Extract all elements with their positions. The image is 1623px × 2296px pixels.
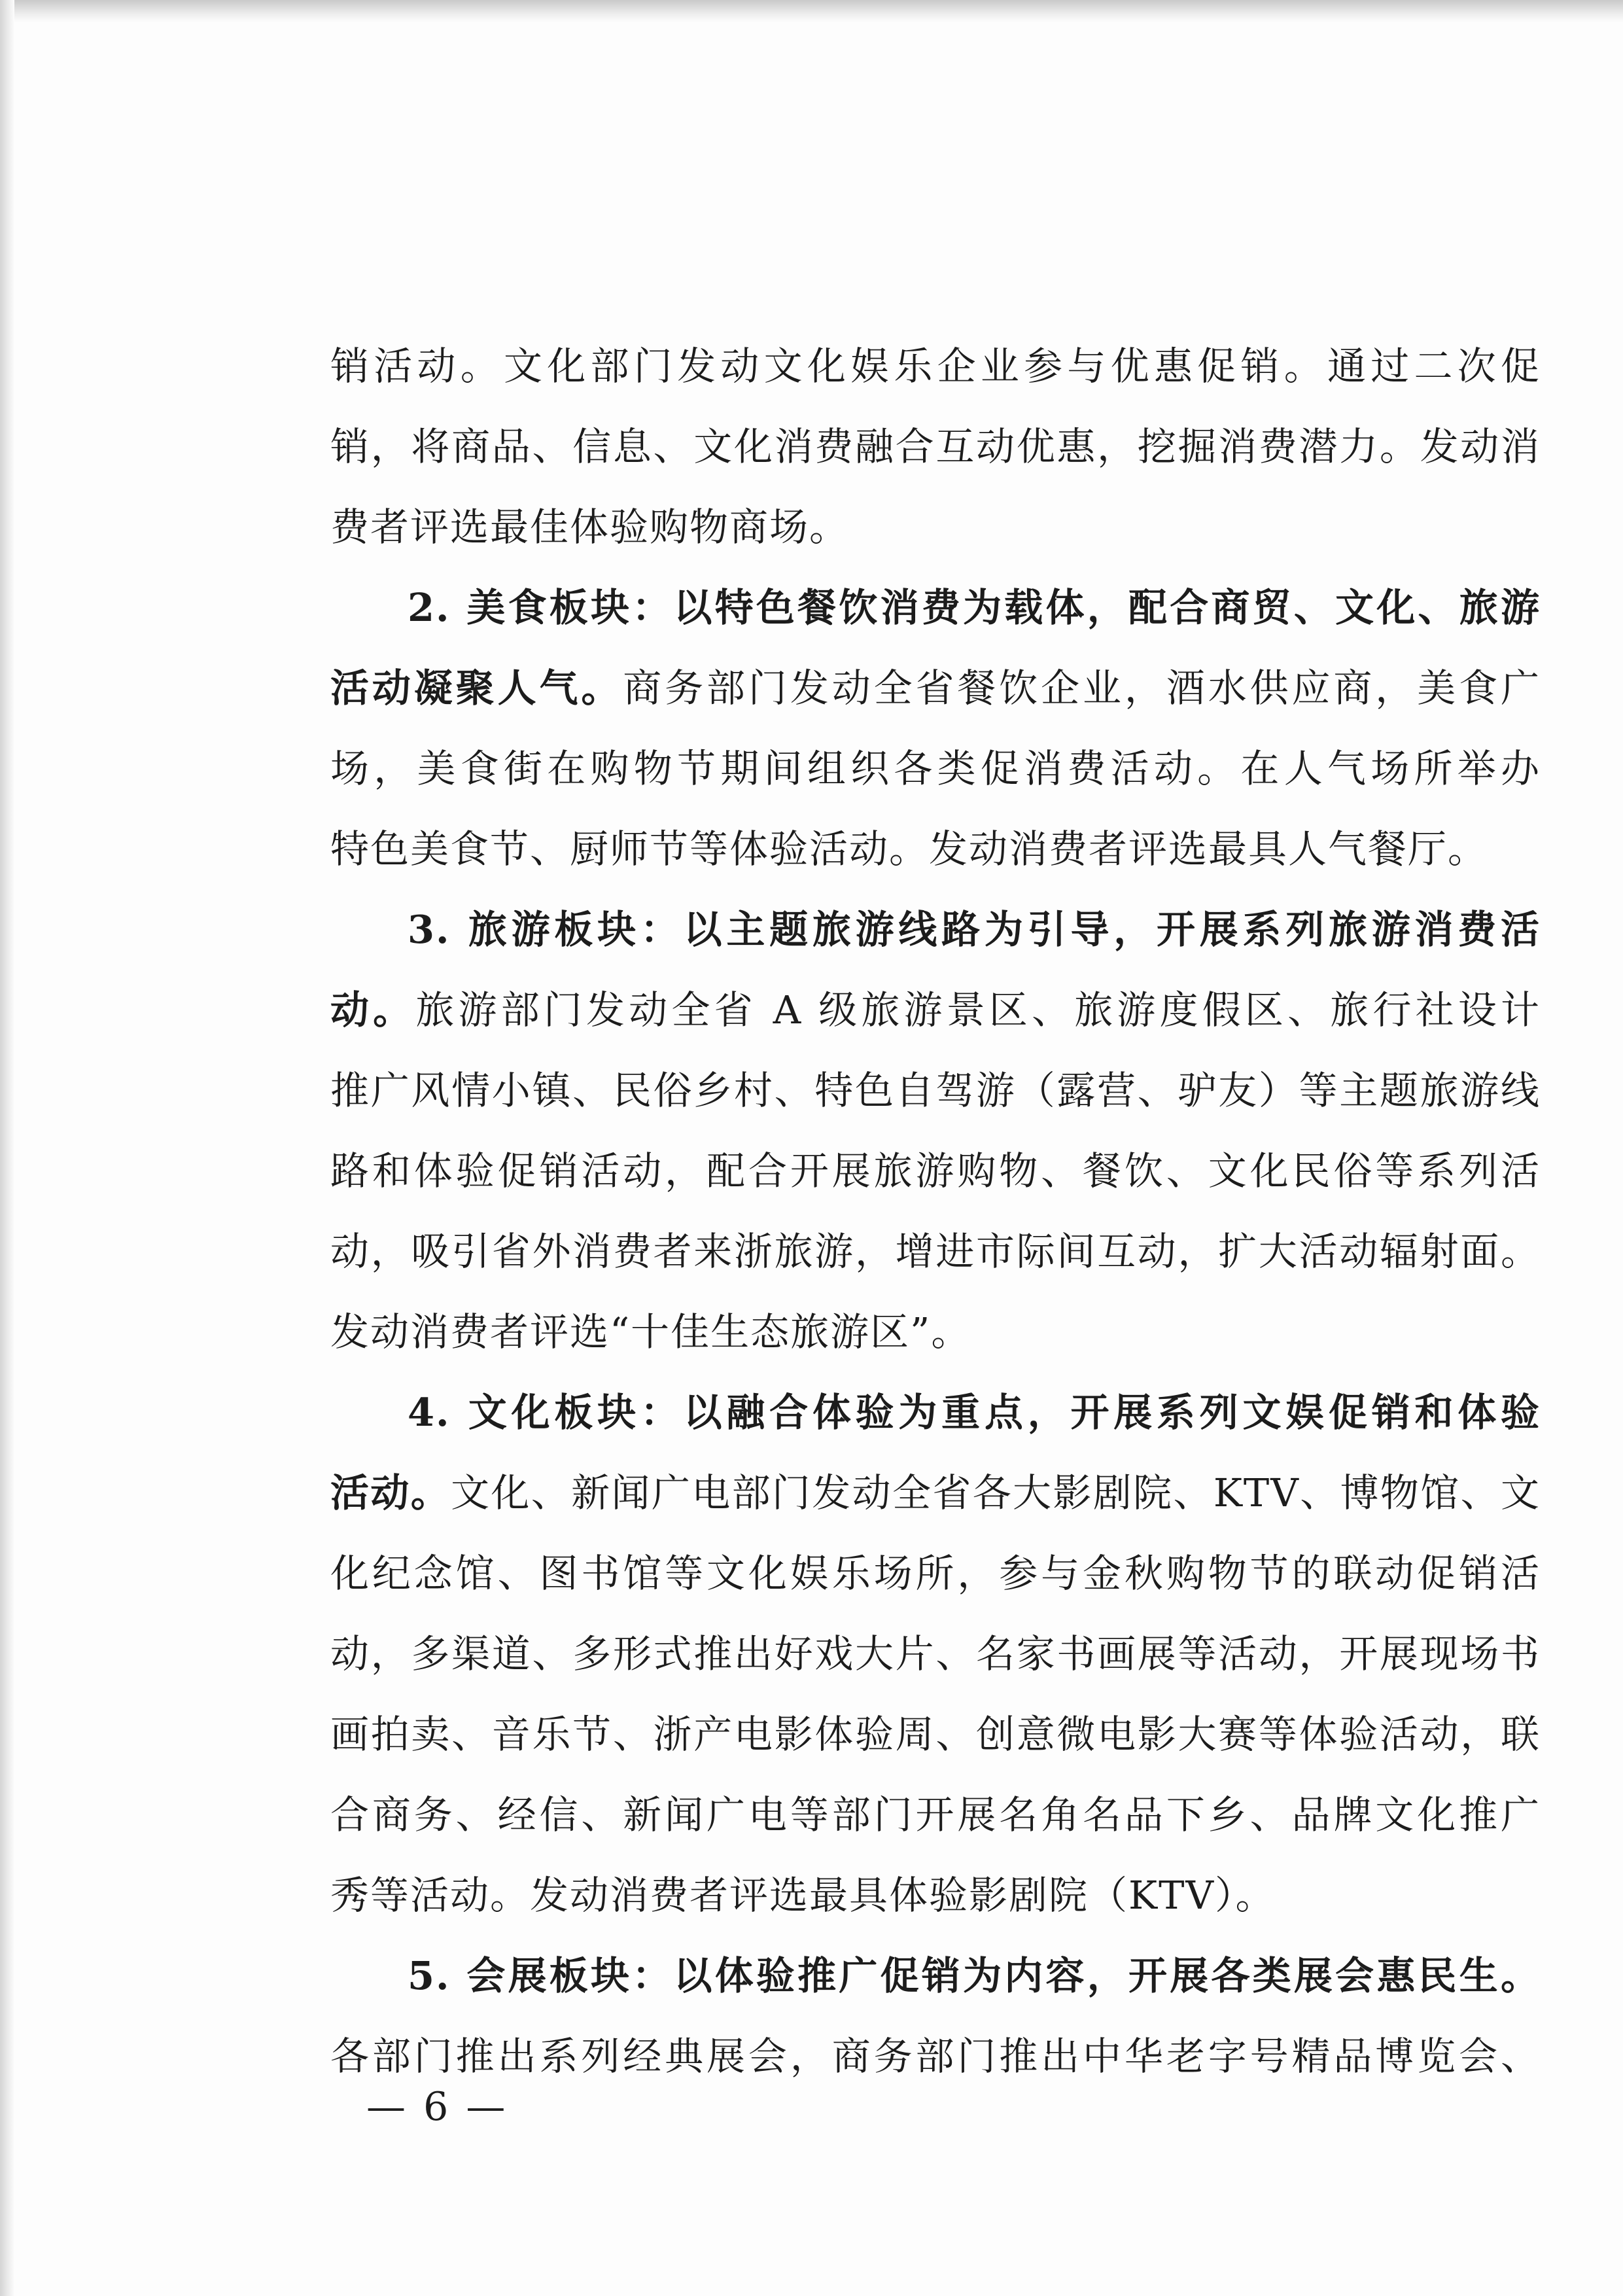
text-line: 销活动。文化部门发动文化娱乐企业参与优惠促销。通过二次促 xyxy=(330,344,1541,389)
text-line: 动，多渠道、多形式推出好戏大片、名家书画展等活动，开展现场书 xyxy=(330,1631,1541,1676)
text-line xyxy=(330,648,1541,728)
text-line: 费者评选最佳体验购物商场。 xyxy=(330,504,850,550)
text-line: 销，将商品、信息、文化消费融合互动优惠，挖掘消费潜力。发动消 xyxy=(330,424,1541,469)
text-line: 路和体验促销活动，配合开展旅游购物、餐饮、文化民俗等系列活 xyxy=(330,1148,1541,1193)
text-line: 动，吸引省外消费者来浙旅游，增进市际间互动，扩大活动辐射面。 xyxy=(330,1229,1541,1274)
text-line: 场，美食街在购物节期间组织各类促消费活动。在人气场所举办 xyxy=(330,746,1541,791)
section-heading-food: 2. 美食板块：以特色餐饮消费为载体，配合商贸、文化、旅游 xyxy=(408,585,1541,630)
section-heading-culture: 4. 文化板块：以融合体验为重点，开展系列文娱促销和体验 xyxy=(408,1390,1541,1435)
section-heading-tourism: 3. 旅游板块：以主题旅游线路为引导，开展系列旅游消费活 xyxy=(408,907,1541,952)
body-text xyxy=(330,326,1541,2096)
text-line: 特色美食节、厨师节等体验活动。发动消费者评选最具人气餐厅。 xyxy=(330,826,1488,872)
text-line: 合商务、经信、新闻广电等部门开展名角名品下乡、品牌文化推广 xyxy=(330,1792,1541,1837)
text-line: 画拍卖、音乐节、浙产电影体验周、创意微电影大赛等体验活动，联 xyxy=(330,1712,1541,1757)
text-line: 秀等活动。发动消费者评选最具体验影剧院（KTV）。 xyxy=(330,1873,1276,1918)
section-heading-food-cont: 活动凝聚人气。 xyxy=(330,665,623,711)
text-segment: 旅游部门发动全省 A 级旅游景区、旅游度假区、旅行社设计 xyxy=(415,987,1541,1033)
scan-edge-left xyxy=(0,0,14,2296)
section-heading-culture-cont: 活动。 xyxy=(330,1470,451,1515)
text-line: 推广风情小镇、民俗乡村、特色自驾游（露营、驴友）等主题旅游线 xyxy=(330,1068,1541,1113)
text-line: 化纪念馆、图书馆等文化娱乐场所，参与金秋购物节的联动促销活 xyxy=(330,1551,1541,1596)
text-segment: 商务部门发动全省餐饮企业，酒水供应商，美食广 xyxy=(623,665,1541,711)
section-heading-exhibition: 5. 会展板块：以体验推广促销为内容，开展各类展会惠民生。 xyxy=(408,1953,1541,1998)
page-number: — 6 — xyxy=(366,2084,508,2130)
text-segment: 文化、新闻广电部门发动全省各大影剧院、KTV、博物馆、文 xyxy=(451,1470,1541,1515)
text-line xyxy=(330,970,1541,1050)
text-line: 各部门推出系列经典展会，商务部门推出中华老字号精品博览会、 xyxy=(330,2034,1541,2079)
text-line xyxy=(330,1453,1541,1533)
text-line: 发动消费者评选“十佳生态旅游区”。 xyxy=(330,1309,971,1354)
scan-edge-top xyxy=(0,0,1623,22)
section-heading-tourism-cont: 动。 xyxy=(330,987,416,1033)
